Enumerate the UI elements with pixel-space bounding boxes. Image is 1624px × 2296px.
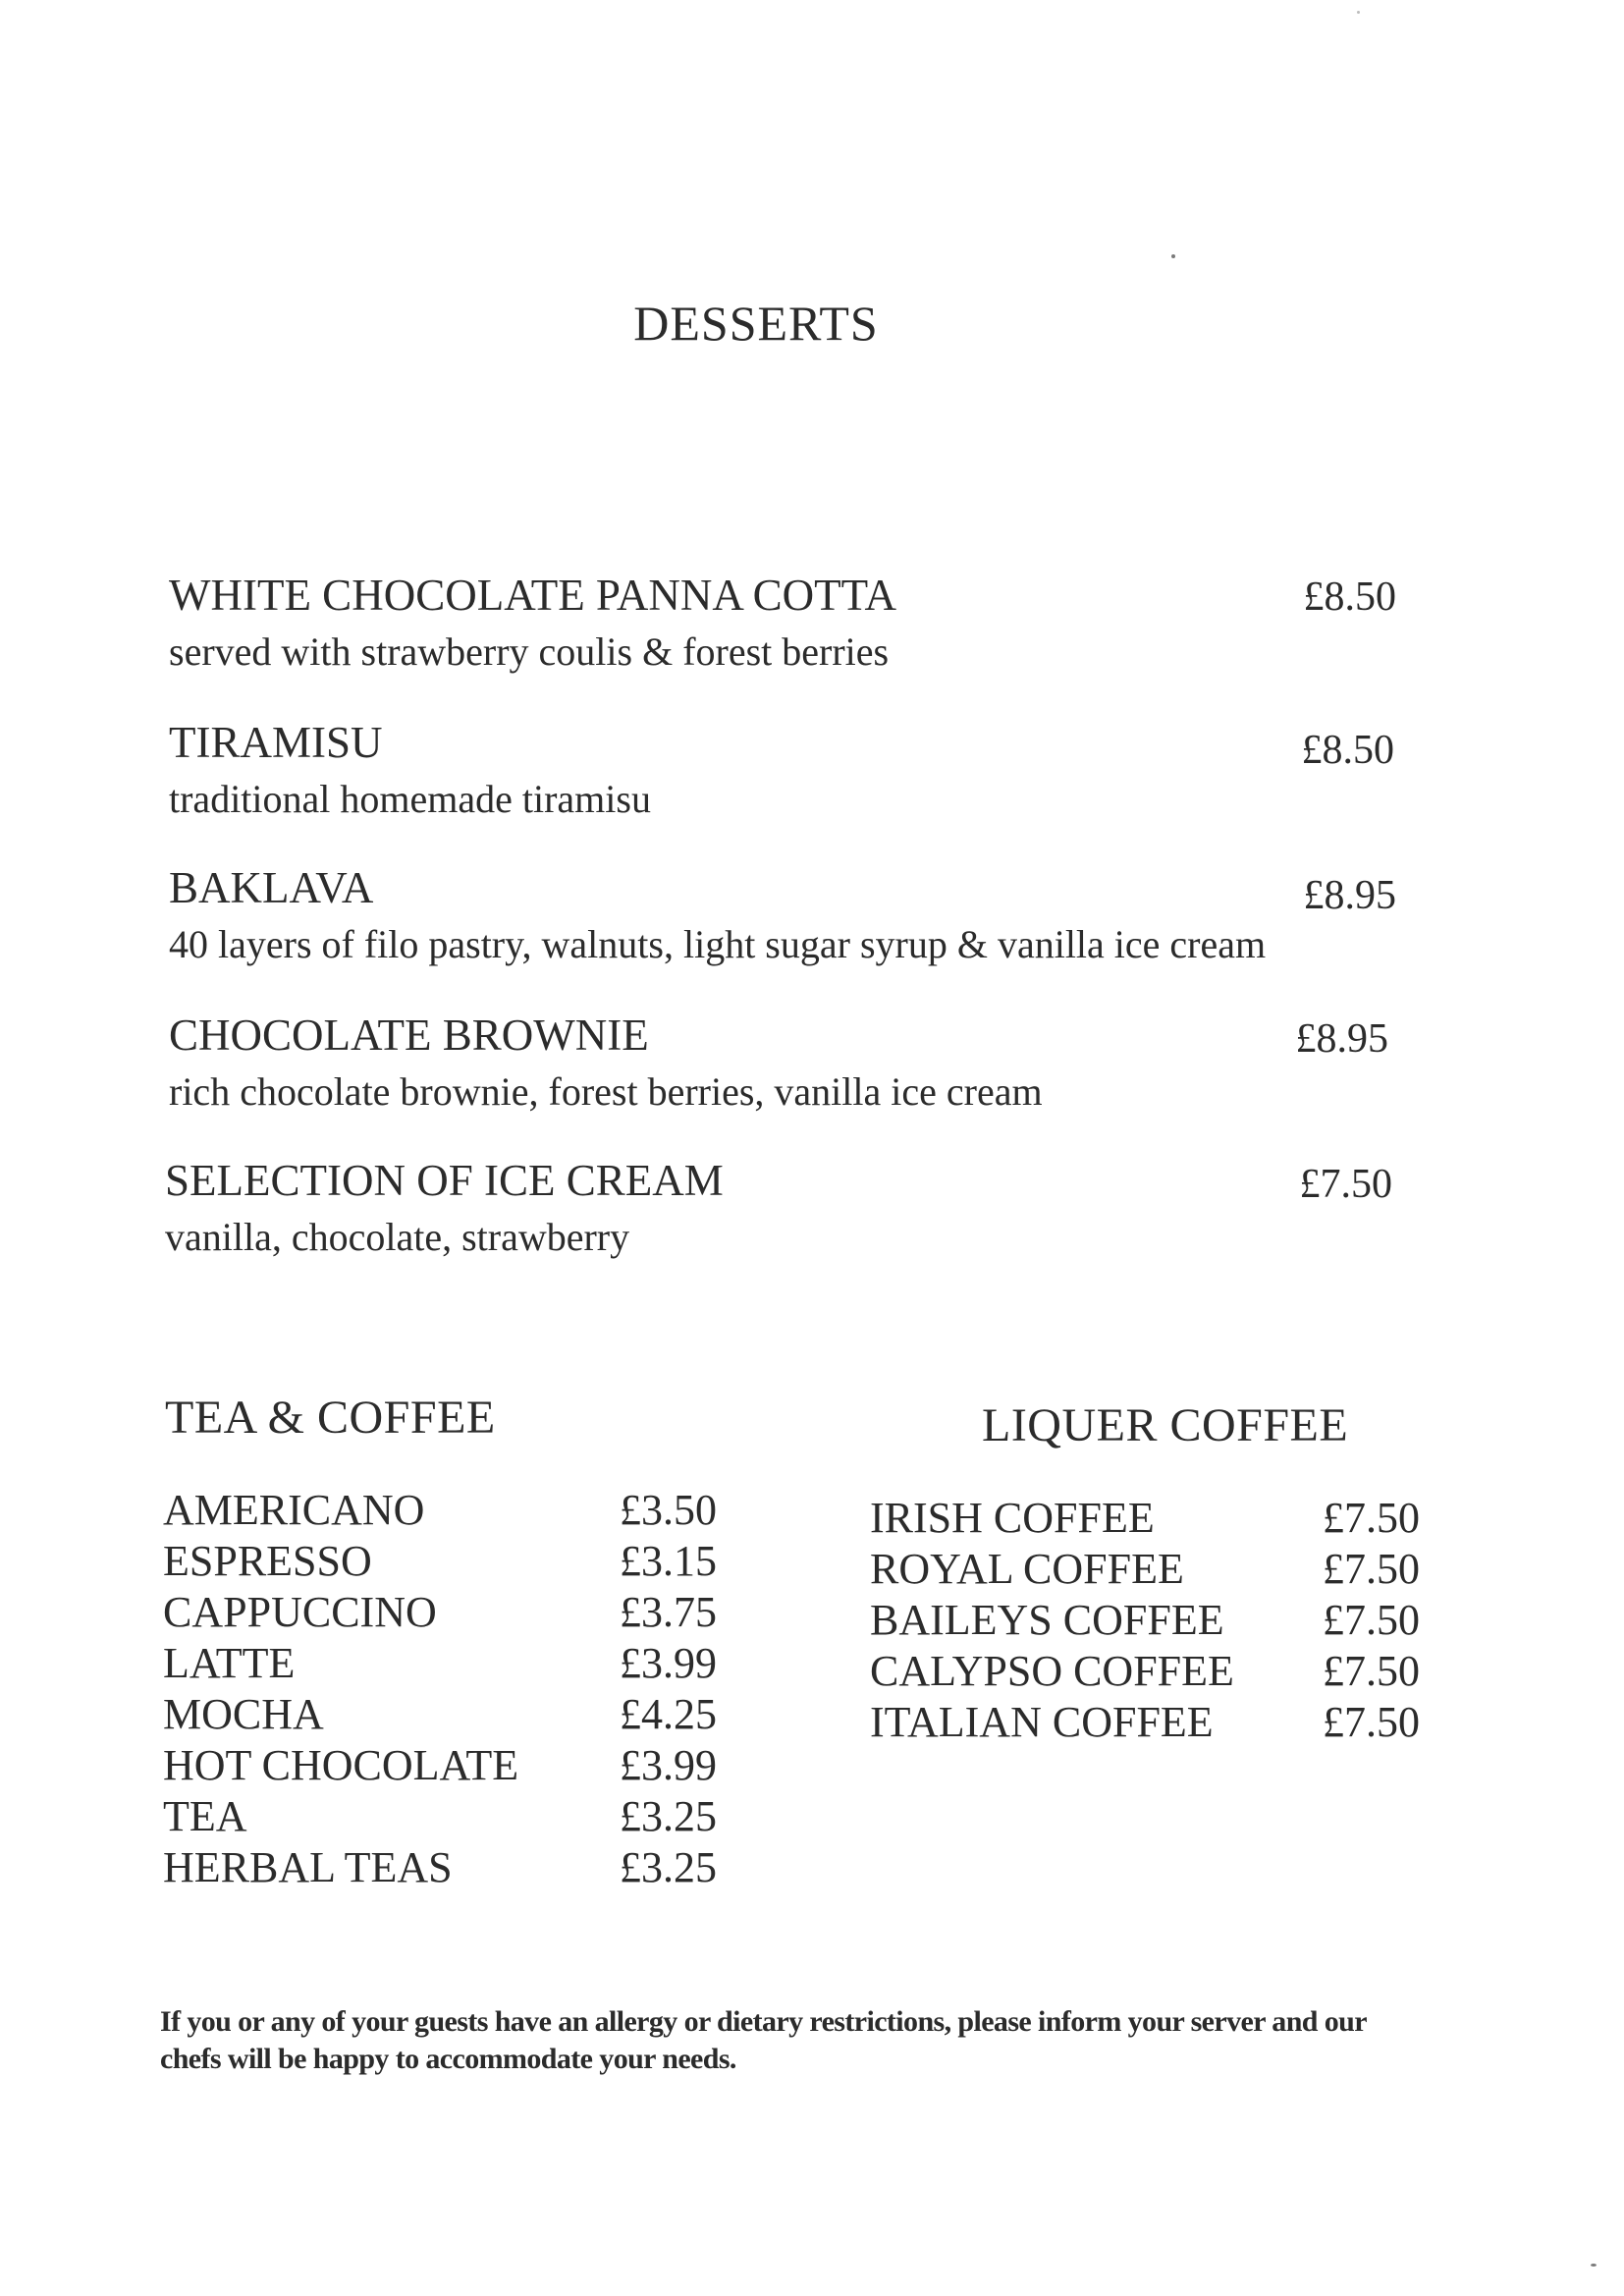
drink-name: LATTE — [163, 1639, 296, 1687]
dessert-name: TIRAMISU — [169, 718, 383, 767]
drink-price: £7.50 — [1323, 1698, 1420, 1746]
list-item — [163, 1791, 717, 1842]
drink-name: HOT CHOCOLATE — [163, 1741, 519, 1789]
drink-name: ITALIAN COFFEE — [870, 1698, 1214, 1746]
drink-price: £4.25 — [620, 1690, 717, 1738]
liquer-coffee-heading: LIQUER COFFEE — [982, 1399, 1349, 1451]
drink-price: £3.25 — [620, 1792, 717, 1840]
dessert-name: WHITE CHOCOLATE PANNA COTTA — [169, 571, 896, 620]
dessert-description: vanilla, chocolate, strawberry — [165, 1215, 630, 1259]
dessert-price: £8.95 — [1295, 1016, 1388, 1062]
dessert-item — [165, 1153, 1392, 1263]
tea-coffee-heading: TEA & COFFEE — [165, 1392, 496, 1444]
drink-price: £7.50 — [1323, 1647, 1420, 1695]
drink-price: £3.15 — [620, 1537, 717, 1585]
list-item — [163, 1485, 717, 1536]
scan-speck — [1591, 2264, 1597, 2267]
dessert-description: served with strawberry coulis & forest berries — [169, 629, 890, 674]
drink-name: TEA — [163, 1792, 247, 1840]
dessert-description: 40 layers of filo pastry, walnuts, light sugar syrup & vanilla ice cream — [169, 922, 1267, 966]
list-item — [870, 1697, 1420, 1748]
list-item — [870, 1544, 1420, 1595]
list-item — [163, 1536, 717, 1587]
drink-name: ESPRESSO — [163, 1537, 372, 1585]
drink-name: MOCHA — [163, 1690, 324, 1738]
dessert-item — [169, 715, 1396, 825]
list-item — [870, 1493, 1420, 1544]
dessert-name: SELECTION OF ICE CREAM — [165, 1156, 724, 1205]
drink-name: HERBAL TEAS — [163, 1843, 453, 1891]
drink-name: CAPPUCCINO — [163, 1588, 437, 1636]
dessert-price: £7.50 — [1299, 1162, 1392, 1207]
liquer-coffee-list — [870, 1493, 1420, 1748]
list-item — [870, 1646, 1420, 1697]
list-item — [163, 1842, 717, 1893]
drink-price: £7.50 — [1323, 1596, 1420, 1644]
dessert-price: £8.50 — [1301, 728, 1394, 773]
list-item — [163, 1587, 717, 1638]
dessert-description: rich chocolate brownie, forest berries, vanilla ice cream — [169, 1069, 1043, 1114]
drink-price: £3.50 — [620, 1486, 717, 1534]
dessert-price: £8.95 — [1303, 873, 1396, 918]
scan-speck — [1357, 11, 1360, 14]
scan-speck — [1171, 254, 1175, 258]
drink-name: CALYPSO COFFEE — [870, 1647, 1234, 1695]
drink-name: AMERICANO — [163, 1486, 425, 1534]
drink-price: £3.99 — [620, 1741, 717, 1789]
drink-name: IRISH COFFEE — [870, 1494, 1155, 1542]
dessert-item — [169, 1008, 1396, 1118]
tea-coffee-list — [163, 1485, 717, 1893]
dessert-name: CHOCOLATE BROWNIE — [169, 1011, 649, 1060]
drink-price: £3.25 — [620, 1843, 717, 1891]
dessert-item — [169, 568, 1396, 678]
dessert-price: £8.50 — [1303, 574, 1396, 620]
drink-price: £7.50 — [1323, 1494, 1420, 1542]
list-item — [163, 1740, 717, 1791]
drink-price: £7.50 — [1323, 1545, 1420, 1593]
drink-price: £3.75 — [620, 1588, 717, 1636]
dessert-name: BAKLAVA — [169, 863, 374, 912]
dessert-description: traditional homemade tiramisu — [169, 777, 651, 821]
list-item — [870, 1595, 1420, 1646]
drink-name: BAILEYS COFFEE — [870, 1596, 1224, 1644]
drink-price: £3.99 — [620, 1639, 717, 1687]
list-item — [163, 1638, 717, 1689]
drink-name: ROYAL COFFEE — [870, 1545, 1184, 1593]
dessert-item — [169, 860, 1396, 970]
list-item — [163, 1689, 717, 1740]
page-title: DESSERTS — [633, 296, 879, 351]
allergy-notice: If you or any of your guests have an allergy or dietary restrictions, please inform your server and our chefs will be happy to accommodate your needs. — [160, 2005, 1367, 2075]
